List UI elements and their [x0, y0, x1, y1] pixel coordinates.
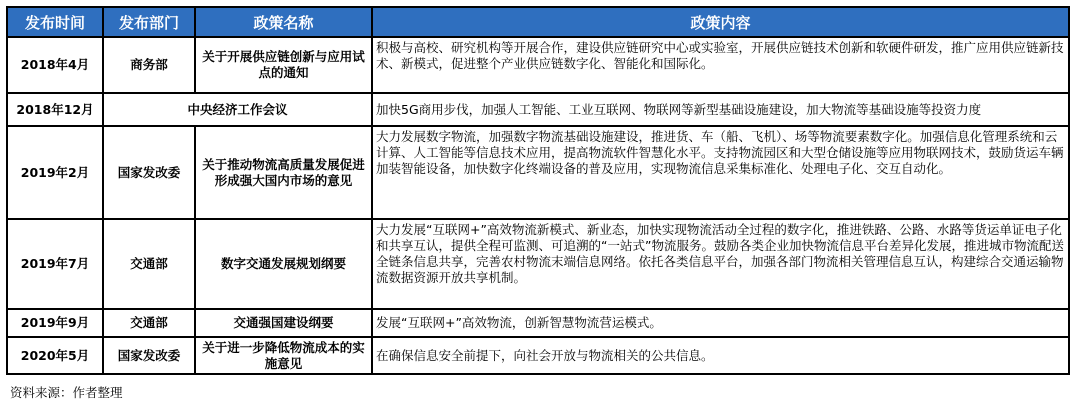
- source-note: 资料来源：作者整理: [10, 385, 123, 400]
- cell-date: 2020年5月: [7, 337, 103, 374]
- cell-policy-content: 发展“互联网+”高效物流，创新智慧物流营运模式。: [372, 309, 1069, 337]
- cell-policy-name: 关于开展供应链创新与应用试点的通知: [195, 37, 372, 93]
- header-date: 发布时间: [7, 7, 103, 37]
- cell-policy-content: 积极与高校、研究机构等开展合作，建设供应链研究中心或实验室，开展供应链技术创新和软硬件研发，推广应用供应链新技术、新模式，促进整个产业供应链数字化、智能化和国际化。: [372, 37, 1069, 93]
- cell-dept: 商务部: [103, 37, 195, 93]
- header-dept: 发布部门: [103, 7, 195, 37]
- cell-date: 2019年7月: [7, 219, 103, 309]
- table-row: [7, 93, 1069, 126]
- cell-date: 2019年2月: [7, 126, 103, 219]
- cell-policy-content: 大力发展数字物流，加强数字物流基础设施建设，推进货、车（船、飞机）、场等物流要素数字化。加强信息化管理系统和云计算、人工智能等信息技术应用，提高物流软件智慧化水平。支持物流园区和大型仓储设施等应用物联网技术，鼓励货运车辆加装智能设备，加快数字化终端设备的普及应用，实现物流信息采集标准化、处理电子化、交互自动化。: [372, 126, 1069, 219]
- cell-policy-content: 加快5G商用步伐，加强人工智能、工业互联网、物联网等新型基础设施建设，加大物流等基础设施等投资力度: [372, 93, 1069, 126]
- header-name: 政策名称: [195, 7, 372, 37]
- cell-dept: 交通部: [103, 309, 195, 337]
- cell-policy-name: 中央经济工作会议: [103, 93, 372, 126]
- cell-policy-content: 大力发展“互联网+”高效物流新模式、新业态，加快实现物流活动全过程的数字化，推进铁路、公路、水路等货运单证电子化和共享互认，提供全程可监测、可追溯的“一站式”物流服务。鼓励各类企业加快物流信息平台差异化发展，推进城市物流配送全链条信息共享，完善农村物流末端信息网络。依托各类信息平台，加强各部门物流相关管理信息互认，构建综合交通运输物流数据资源开放共享机制。: [372, 219, 1069, 309]
- cell-date: 2019年9月: [7, 309, 103, 337]
- table-row: [7, 309, 1069, 337]
- policy-table: [6, 6, 1070, 375]
- cell-policy-name: 关于进一步降低物流成本的实施意见: [195, 337, 372, 374]
- table-row: [7, 126, 1069, 219]
- cell-dept: 交通部: [103, 219, 195, 309]
- table-header-row: [7, 7, 1069, 37]
- table-row: [7, 219, 1069, 309]
- cell-policy-name: 数字交通发展规划纲要: [195, 219, 372, 309]
- cell-dept: 国家发改委: [103, 337, 195, 374]
- cell-dept: 国家发改委: [103, 126, 195, 219]
- cell-policy-content: 在确保信息安全前提下，向社会开放与物流相关的公共信息。: [372, 337, 1069, 374]
- header-content: 政策内容: [372, 7, 1069, 37]
- cell-date: 2018年12月: [7, 93, 103, 126]
- cell-date: 2018年4月: [7, 37, 103, 93]
- cell-policy-name: 关于推动物流高质量发展促进形成强大国内市场的意见: [195, 126, 372, 219]
- table-row: [7, 337, 1069, 374]
- table-row: [7, 37, 1069, 93]
- cell-policy-name: 交通强国建设纲要: [195, 309, 372, 337]
